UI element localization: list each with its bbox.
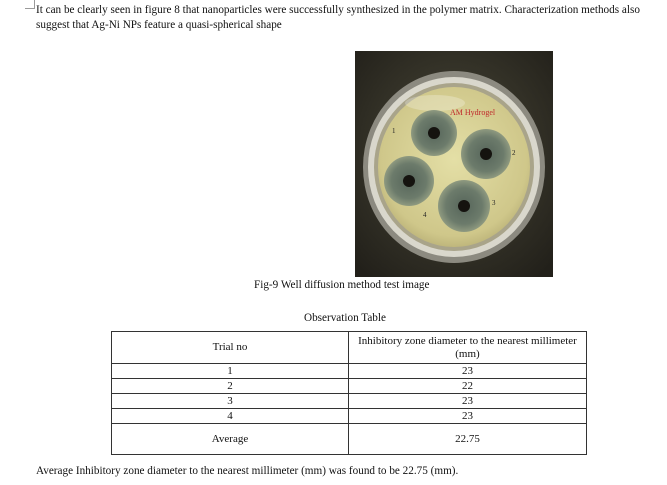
table-row (112, 409, 587, 424)
well-number-1: 1 (392, 127, 396, 135)
figure-caption: Fig-9 Well diffusion method test image (254, 279, 430, 291)
trial-cell: 3 (112, 394, 349, 409)
value-cell: 23 (349, 364, 587, 379)
average-value: 22.75 (349, 424, 587, 455)
observation-table (111, 331, 587, 455)
conclusion-text: Average Inhibitory zone diameter to the nearest millimeter (mm) was found to be 22.75 (mm). (36, 465, 459, 477)
table-row (112, 394, 587, 409)
trial-cell: 2 (112, 379, 349, 394)
petri-dish-photo (355, 51, 553, 277)
page-corner-mark (25, 0, 35, 9)
inhibition-zone-4 (384, 156, 434, 206)
table-row (112, 379, 587, 394)
header-zone-diameter: Inhibitory zone diameter to the nearest millimeter (mm) (349, 332, 587, 364)
value-cell: 23 (349, 394, 587, 409)
inhibition-zone-3 (438, 180, 490, 232)
table-title: Observation Table (304, 312, 386, 324)
body-paragraph: It can be clearly seen in figure 8 that nanoparticles were successfully synthesized in the polymer matrix. Characterization methods also suggest that Ag-Ni NPs feature a quasi-spherical shape (36, 4, 640, 31)
value-cell: 23 (349, 409, 587, 424)
trial-cell: 4 (112, 409, 349, 424)
plate-label: AM Hydrogel (450, 108, 496, 117)
average-label: Average (112, 424, 349, 455)
inhibition-zone-2 (461, 129, 511, 179)
well-number-3: 3 (492, 199, 496, 207)
well-number-2: 2 (512, 149, 516, 157)
header-trial-no: Trial no (112, 332, 349, 364)
table-header-row (112, 332, 587, 364)
well-number-4: 4 (423, 211, 427, 219)
trial-cell: 1 (112, 364, 349, 379)
value-cell: 22 (349, 379, 587, 394)
table-row (112, 364, 587, 379)
average-row (112, 424, 587, 455)
